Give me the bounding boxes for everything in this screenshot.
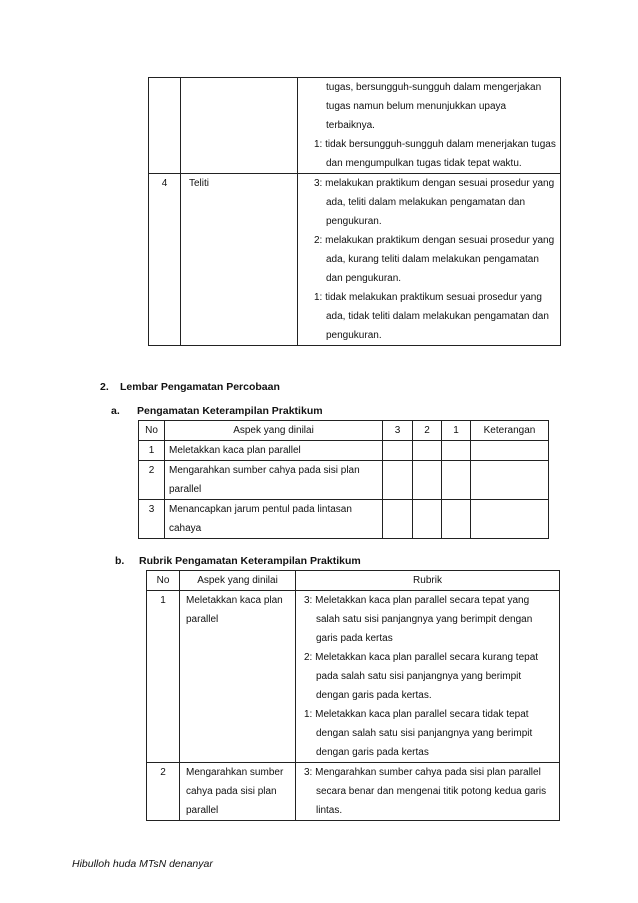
row-rubric (298, 174, 561, 346)
page-footer: Hibulloh huda MTsN denanyar (72, 858, 213, 870)
row-no (149, 78, 181, 174)
rubric-line: 1: Meletakkan kaca plan parallel secara tidak tepat dengan salah satu sisi panjangnya yang berimpit dengan garis pada kertas (304, 709, 533, 758)
row-no: 3 (139, 500, 165, 539)
section-number: 2. (100, 381, 109, 393)
rubric-line: 1: tidak melakukan praktikum sesuai prosedur yang ada, tidak teliti dalam melakukan pengamatan dan pengukuran. (314, 292, 549, 341)
table-header-row (147, 571, 560, 591)
header-notes: Keterangan (471, 421, 549, 441)
section-letter: a. (111, 405, 120, 417)
table-row (149, 78, 561, 174)
header-no: No (147, 571, 180, 591)
section-b-heading (115, 555, 361, 567)
score-cell (442, 441, 471, 461)
header-score-3: 3 (383, 421, 413, 441)
table-row (139, 461, 549, 500)
header-aspect: Aspek yang dinilai (180, 571, 296, 591)
section-2-heading (100, 381, 280, 393)
score-cell (413, 441, 442, 461)
rubric-line: 1: tidak bersungguh-sungguh dalam menerjakan tugas dan mengumpulkan tugas tidak tepat waktu. (314, 139, 556, 169)
header-no: No (139, 421, 165, 441)
rubric-line: tugas, bersungguh-sungguh dalam mengerjakan tugas namun belum menunjukkan upaya terbaiknya. (326, 82, 542, 131)
row-no: 4 (149, 174, 181, 346)
score-cell (383, 461, 413, 500)
rubric-line: 2: melakukan praktikum dengan sesuai prosedur yang ada, kurang teliti dalam melakukan pengamatan dan pengukuran. (314, 235, 555, 284)
table-row (147, 763, 560, 821)
rubric-line: 3: Mengarahkan sumber cahya pada sisi plan parallel secara benar dan mengenai titik potong kedua garis lintas. (304, 767, 547, 816)
header-aspect: Aspek yang dinilai (165, 421, 383, 441)
notes-cell (471, 500, 549, 539)
row-rubric (298, 78, 561, 174)
header-score-2: 2 (413, 421, 442, 441)
table-row (139, 441, 549, 461)
score-cell (413, 500, 442, 539)
row-no: 1 (147, 591, 180, 763)
top-rubric-table (148, 77, 561, 346)
header-rubric: Rubrik (296, 571, 560, 591)
section-title: Pengamatan Keterampilan Praktikum (137, 405, 323, 417)
row-aspect: Teliti (181, 174, 298, 346)
row-no: 2 (139, 461, 165, 500)
score-cell (383, 441, 413, 461)
table-header-row (139, 421, 549, 441)
section-title: Rubrik Pengamatan Keterampilan Praktikum (139, 555, 361, 567)
observation-table (138, 420, 549, 539)
rubric-line: 3: melakukan praktikum dengan sesuai prosedur yang ada, teliti dalam melakukan pengamatan dan pengukuran. (314, 178, 555, 227)
score-cell (442, 500, 471, 539)
row-aspect: Meletakkan kaca plan parallel (180, 591, 296, 763)
rubric-line: 3: Meletakkan kaca plan parallel secara tepat yang salah satu sisi panjangnya yang berimpit dengan garis pada kertas (304, 595, 533, 644)
row-no: 1 (139, 441, 165, 461)
notes-cell (471, 441, 549, 461)
row-no: 2 (147, 763, 180, 821)
table-row (149, 174, 561, 346)
header-score-1: 1 (442, 421, 471, 441)
section-title: Lembar Pengamatan Percobaan (120, 381, 280, 393)
row-aspect: Mengarahkan sumber cahya pada sisi plan parallel (180, 763, 296, 821)
score-cell (442, 461, 471, 500)
row-rubric (296, 591, 560, 763)
row-aspect: Mengarahkan sumber cahya pada sisi plan parallel (165, 461, 383, 500)
score-cell (383, 500, 413, 539)
rubric-table (146, 570, 560, 821)
row-aspect: Meletakkan kaca plan parallel (165, 441, 383, 461)
score-cell (413, 461, 442, 500)
section-letter: b. (115, 555, 125, 567)
row-aspect (181, 78, 298, 174)
notes-cell (471, 461, 549, 500)
section-a-heading (111, 405, 323, 417)
table-row (147, 591, 560, 763)
row-rubric (296, 763, 560, 821)
rubric-line: 2: Meletakkan kaca plan parallel secara kurang tepat pada salah satu sisi panjangnya yang berimpit dengan garis pada kertas. (304, 652, 539, 701)
table-row (139, 500, 549, 539)
row-aspect: Menancapkan jarum pentul pada lintasan cahaya (165, 500, 383, 539)
